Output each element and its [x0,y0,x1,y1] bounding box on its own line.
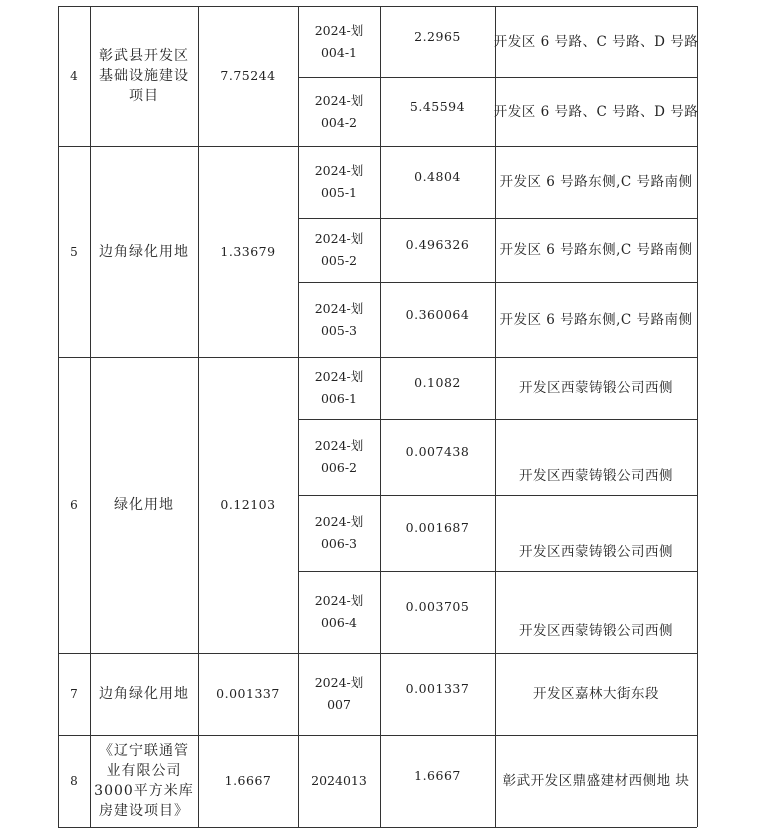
parcel-location: 开发区西蒙铸锻公司西侧 [519,380,673,396]
parcel-location: 开发区西蒙铸锻公司西侧 [519,623,673,639]
parcel-location: 开发区西蒙铸锻公司西侧 [519,468,673,484]
parcel-code: 2024-划 004-2 [314,92,364,130]
parcel-area: 0.007438 [405,444,470,459]
parcel-area: 0.1082 [414,375,461,390]
parcel-code: 2024013 [311,773,367,788]
parcel-area: 0.001337 [405,681,470,696]
parcel-code: 2024-划 005-1 [314,163,364,200]
parcel-location: 开发区 6 号路东侧,C 号路南侧 [499,174,693,190]
project-name: 边角绿化用地 [99,243,189,260]
project-name: 《辽宁联通管 业有限公司 3000平方米库 房建设项目》 [94,743,194,819]
project-total-area: 1.6667 [224,773,272,788]
project-number: 8 [70,774,78,788]
project-name: 绿化用地 [114,497,174,513]
project-total-area: 0.001337 [216,686,280,701]
project-total-area: 1.33679 [220,243,276,259]
parcel-area: 0.001687 [405,520,470,535]
parcel-code: 2024-划 004-1 [314,22,364,60]
parcel-area: 0.003705 [405,599,470,614]
parcel-code: 2024-划 006-1 [314,369,364,406]
project-total-area: 0.12103 [220,497,276,512]
parcel-location: 开发区嘉林大街东段 [533,686,659,702]
parcel-location: 开发区 6 号路、C 号路、D 号路 [493,103,699,120]
project-number: 6 [70,498,78,512]
project-number: 4 [70,69,78,83]
parcel-area: 1.6667 [414,768,461,783]
parcel-code: 2024-划 005-2 [314,231,364,268]
parcel-code: 2024-划 006-3 [314,514,364,551]
parcel-location: 开发区 6 号路东侧,C 号路南侧 [499,311,693,328]
project-number: 7 [70,687,78,701]
project-number: 5 [70,244,78,259]
parcel-code: 2024-划 005-3 [314,300,364,338]
parcel-area: 2.2965 [414,28,461,44]
parcel-code: 2024-划 007 [314,675,364,712]
parcel-location: 开发区西蒙铸锻公司西侧 [519,544,673,560]
parcel-code: 2024-划 006-2 [314,438,364,475]
parcel-location: 彰武开发区鼎盛建材西侧地 块 [502,773,690,789]
parcel-area: 5.45594 [409,98,466,114]
project-name: 彰武县开发区 基础设施建设 项目 [99,48,189,104]
parcel-area: 0.4804 [414,169,461,184]
project-name: 边角绿化用地 [99,686,189,702]
parcel-area: 0.496326 [405,237,470,252]
parcel-location: 开发区 6 号路、C 号路、D 号路 [493,33,699,50]
parcel-area: 0.360064 [405,306,470,322]
parcel-code: 2024-划 006-4 [314,593,364,630]
project-total-area: 7.75244 [220,68,276,83]
parcel-location: 开发区 6 号路东侧,C 号路南侧 [499,242,693,258]
